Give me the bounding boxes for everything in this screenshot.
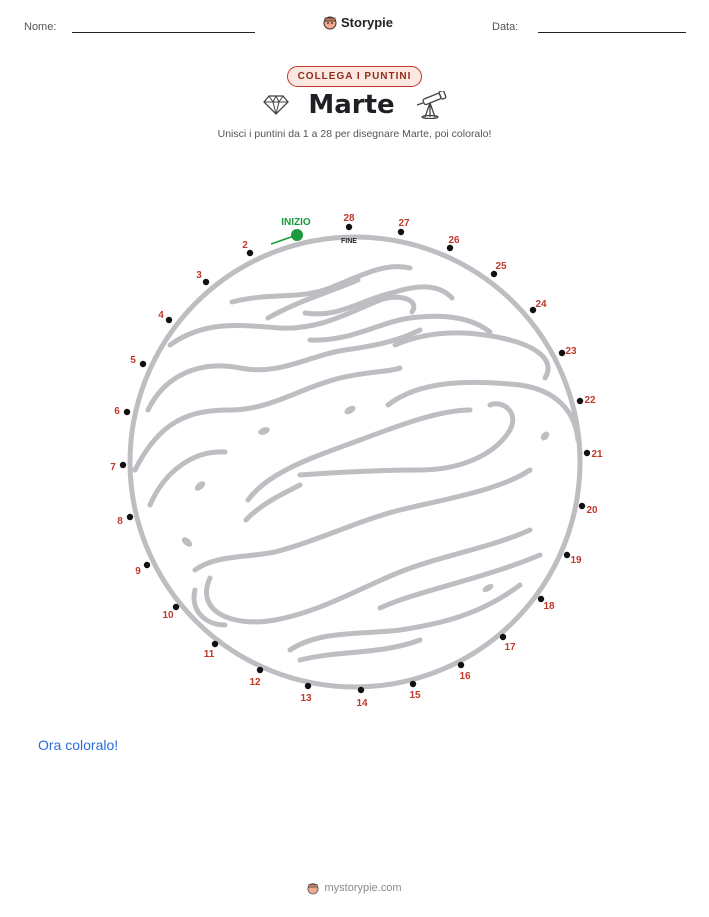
dot-number-23: 23 bbox=[565, 346, 577, 357]
dot-number-17: 17 bbox=[504, 642, 516, 653]
dot-number-28: 28 bbox=[343, 213, 355, 224]
dot-number-7: 7 bbox=[110, 462, 116, 473]
instructions: Unisci i puntini da 1 a 28 per disegnare Marte, poi coloralo! bbox=[217, 128, 492, 140]
start-dot bbox=[291, 229, 303, 241]
dot-9 bbox=[144, 562, 150, 568]
dot-number-16: 16 bbox=[459, 671, 471, 682]
dot-number-13: 13 bbox=[300, 693, 312, 704]
dot-19 bbox=[564, 552, 570, 558]
dot-number-14: 14 bbox=[356, 698, 368, 709]
end-label: FINE bbox=[341, 238, 357, 245]
dot-11 bbox=[212, 641, 218, 647]
color-prompt: Ora coloralo! bbox=[38, 737, 119, 753]
footer-site: mystorypie.com bbox=[324, 882, 402, 894]
dot-number-21: 21 bbox=[591, 449, 603, 460]
footer-brand bbox=[307, 881, 401, 895]
dot-number-22: 22 bbox=[584, 395, 596, 406]
page-title: Marte bbox=[308, 90, 395, 120]
dot-15 bbox=[410, 681, 416, 687]
dot-7 bbox=[120, 462, 126, 468]
dot-20 bbox=[579, 503, 585, 509]
dot-13 bbox=[305, 683, 311, 689]
dot-3 bbox=[203, 279, 209, 285]
dot-5 bbox=[140, 361, 146, 367]
planet-swirls bbox=[135, 267, 578, 660]
dot-number-8: 8 bbox=[117, 516, 123, 527]
dot-10 bbox=[173, 604, 179, 610]
dot-number-10: 10 bbox=[162, 610, 174, 621]
dot-4 bbox=[166, 317, 172, 323]
dot-number-26: 26 bbox=[448, 235, 460, 246]
dot-number-9: 9 bbox=[135, 566, 141, 577]
dot-number-5: 5 bbox=[130, 355, 136, 366]
date-label: Data: bbox=[492, 21, 519, 33]
dot-16 bbox=[458, 662, 464, 668]
dot-number-25: 25 bbox=[495, 261, 507, 272]
dot-21 bbox=[584, 450, 590, 456]
brand-name: Storypie bbox=[341, 14, 394, 30]
dot-23 bbox=[559, 350, 565, 356]
dot-12 bbox=[257, 667, 263, 673]
name-label: Nome: bbox=[24, 21, 57, 33]
activity-badge: COLLEGA I PUNTINI bbox=[287, 66, 423, 87]
dot-8 bbox=[127, 514, 133, 520]
pie-mascot-icon bbox=[307, 881, 319, 895]
dot-22 bbox=[577, 398, 583, 404]
dot-number-15: 15 bbox=[409, 690, 421, 701]
dot-number-6: 6 bbox=[114, 406, 120, 417]
dot-number-19: 19 bbox=[570, 555, 582, 566]
dot-number-3: 3 bbox=[196, 270, 202, 281]
dot-number-12: 12 bbox=[249, 677, 261, 688]
dot-17 bbox=[500, 634, 506, 640]
dot-14 bbox=[358, 687, 364, 693]
dot-number-24: 24 bbox=[535, 299, 547, 310]
dot-6 bbox=[124, 409, 130, 415]
start-label: INIZIO bbox=[281, 217, 311, 228]
dot-number-2: 2 bbox=[242, 240, 248, 251]
dot-27 bbox=[398, 229, 404, 235]
dot-number-27: 27 bbox=[398, 218, 410, 229]
dot-number-4: 4 bbox=[158, 310, 164, 321]
dot-number-18: 18 bbox=[543, 601, 555, 612]
dot-28 bbox=[346, 224, 352, 230]
dot-number-11: 11 bbox=[203, 649, 215, 660]
planet-spots bbox=[180, 404, 551, 594]
dot-number-20: 20 bbox=[586, 505, 598, 516]
